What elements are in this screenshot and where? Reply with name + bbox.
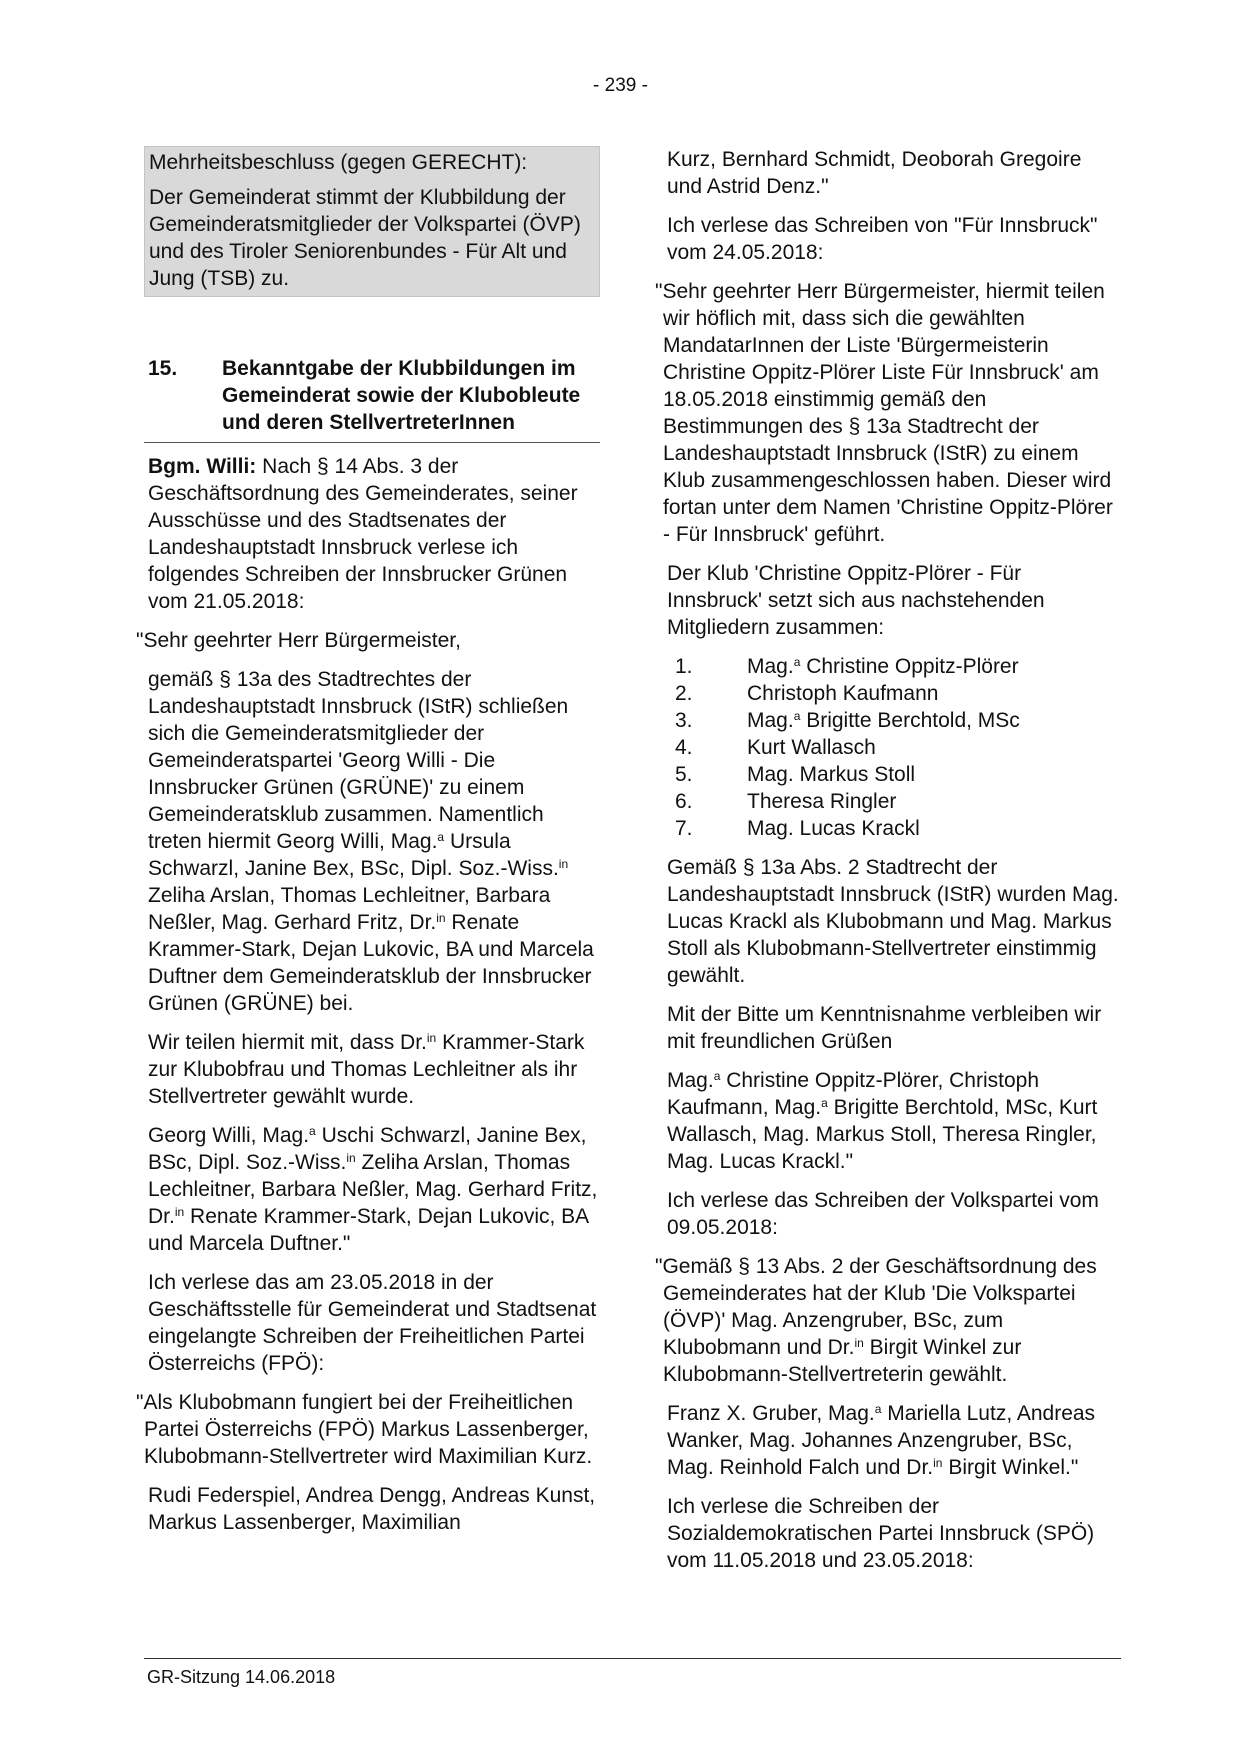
member-list (675, 653, 1121, 842)
superscript: in (346, 1151, 356, 1165)
text-run: gemäß § 13a des Stadtrechtes der Landeshauptstadt Innsbruck (IStR) schließen sich die Gemeinderatsmitglieder der Gemeinderatspartei 'Georg Willi - Die Innsbrucker Grünen (GRÜNE)' zu einem Gemeinderatsklub zusammen. Namentlich treten hiermit Georg Willi, Mag. (148, 668, 569, 853)
superscript: in (174, 1205, 185, 1219)
fpo-intro: Ich verlese das am 23.05.2018 in der Geschäftsstelle für Gemeinderat und Stadtsenat eingelangte Schreiben der Freiheitlichen Partei Österreichs (FPÖ): (148, 1271, 597, 1375)
fpo-signatures-cont: Kurz, Bernhard Schmidt, Deoborah Gregoire und Astrid Denz." (667, 148, 1082, 198)
agenda-number: 15. (148, 357, 178, 380)
list-number: 2. (675, 682, 693, 705)
left-column (136, 146, 600, 1548)
superscript: in (558, 857, 569, 871)
superscript: in (426, 1031, 437, 1045)
fi-letter: "Sehr geehrter Herr Bürgermeister, hiermit teilen wir höflich mit, dass sich die gewählten MandatarInnen der Liste 'Bürgermeisterin Christine Oppitz-Plörer Liste Für Innsbruck' am 18.05.2018 einstimmig gemäß den Bestimmungen des § 13a Stadtrecht der Landeshauptstadt Innsbruck (IStR) zu einem Klub zusammengeschlossen haben. Dieser wird fortan unter dem Namen 'Christine Oppitz-Plörer - Für Innsbruck' geführt. (655, 280, 1113, 546)
superscript: a (793, 709, 801, 723)
list-text: Kurt Wallasch (747, 736, 876, 759)
list-item (675, 707, 1121, 734)
fi-signatures (663, 1067, 1121, 1175)
letter-signatures (144, 1122, 600, 1257)
agenda-title: Bekanntgabe der Klubbildungen im Gemeinderat sowie der Klubobleute und deren StellvertreterInnen (222, 357, 581, 434)
list-item (675, 788, 1121, 815)
list-number: 4. (675, 736, 693, 759)
superscript: a (874, 1402, 882, 1416)
fi-election: Gemäß § 13a Abs. 2 Stadtrecht der Landeshauptstadt Innsbruck (IStR) wurden Mag. Lucas Krackl als Klubobmann und Mag. Markus Stoll als Klubobmann-Stellvertreter einstimmig gewählt. (667, 856, 1119, 987)
text-run: Mag. (747, 709, 794, 732)
text-run: Brigitte Berchtold, MSc (800, 709, 1020, 732)
text-run: Birgit Winkel zur Klubobmann-Stellvertreterin gewählt. (663, 1336, 1022, 1386)
letter-body (144, 666, 600, 1017)
ovp-intro: Ich verlese das Schreiben der Volkspartei vom 09.05.2018: (667, 1189, 1099, 1239)
resolution-text: Der Gemeinderat stimmt der Klubbildung der Gemeinderatsmitglieder der Volkspartei (ÖVP) und des Tiroler Seniorenbundes - Für Alt und Jung (TSB) zu. (149, 186, 581, 290)
text-run: Wir teilen hiermit mit, dass Dr. (148, 1031, 427, 1054)
fi-intro: Ich verlese das Schreiben von "Für Innsbruck" vom 24.05.2018: (667, 214, 1098, 264)
text-run: Franz X. Gruber, Mag. (667, 1402, 875, 1425)
text-run: Brigitte Berchtold, MSc, Kurt Wallasch, Mag. Markus Stoll, Theresa Ringler, Mag. Lucas Krackl." (667, 1096, 1098, 1173)
text-run: Zeliha Arslan, Thomas Lechleitner, Barbara Neßler, Mag. Gerhard Fritz, Dr. (148, 1151, 598, 1228)
list-number: 1. (675, 655, 693, 678)
text-run: Birgit Winkel." (942, 1456, 1079, 1479)
spo-intro: Ich verlese die Schreiben der Sozialdemokratischen Partei Innsbruck (SPÖ) vom 11.05.2018 und 23.05.2018: (667, 1495, 1095, 1572)
resolution-box (144, 146, 600, 297)
agenda-heading (148, 355, 600, 436)
footer-text: GR-Sitzung 14.06.2018 (147, 1667, 336, 1687)
list-item (675, 680, 1121, 707)
superscript: a (821, 1096, 828, 1110)
list-text: Theresa Ringler (747, 790, 897, 813)
list-number: 3. (675, 709, 693, 732)
superscript: a (437, 830, 445, 844)
text-run: Uschi Schwarzl, Janine Bex, BSc, Dipl. Soz.-Wiss. (148, 1124, 587, 1174)
text-run: Mag. (747, 655, 794, 678)
superscript: a (309, 1124, 316, 1138)
text-run: Christine Oppitz-Plörer (800, 655, 1019, 678)
intro-text: Nach § 14 Abs. 3 der Geschäftsordnung des Gemeinderates, seiner Ausschüsse und des Stadtsenates der Landeshauptstadt Innsbruck verlese ich folgendes Schreiben der Innsbrucker Grünen vom 21.05.2018: (148, 455, 578, 613)
list-item (675, 761, 1121, 788)
superscript: in (933, 1456, 943, 1470)
text-run: Renate Krammer-Stark, Dejan Lukovic, BA und Marcela Duftner dem Gemeinderatsklub der Innsbrucker Grünen (GRÜNE) bei. (148, 911, 594, 1015)
text-run: Zeliha Arslan, Thomas Lechleitner, Barbara Neßler, Mag. Gerhard Fritz, Dr. (148, 884, 551, 934)
page-number: - 239 - (593, 75, 648, 96)
text-run: Krammer-Stark zur Klubobfrau und Thomas Lechleitner als ihr Stellvertreter gewählt wurde. (148, 1031, 585, 1108)
text-run: Mariella Lutz, Andreas Wanker, Mag. Johannes Anzengruber, BSc, Mag. Reinhold Falch und Dr. (667, 1402, 1096, 1479)
text-run: "Gemäß § 13 Abs. 2 der Geschäftsordnung des Gemeinderates hat der Klub 'Die Volkspartei (ÖVP)' Mag. Anzengruber, BSc, zum Klubobmann und Dr. (655, 1255, 1097, 1359)
footer-divider (144, 1658, 1121, 1659)
text-run: Georg Willi, Mag. (148, 1124, 310, 1147)
list-text: Mag. Markus Stoll (747, 763, 916, 786)
speaker-paragraph (144, 453, 600, 615)
superscript: in (436, 911, 446, 925)
resolution-title: Mehrheitsbeschluss (gegen GERECHT): (149, 151, 528, 174)
superscript: a (793, 655, 801, 669)
text-run: Renate Krammer-Stark, Dejan Lukovic, BA und Marcela Duftner." (148, 1205, 589, 1255)
heading-divider (144, 442, 600, 443)
ovp-letter (655, 1253, 1121, 1388)
list-item (675, 653, 1121, 680)
text-run: Mag. (667, 1069, 714, 1092)
list-item (675, 734, 1121, 761)
text-run: Ursula Schwarzl, Janine Bex, BSc, Dipl. Soz.-Wiss. (148, 830, 559, 880)
text-run: Christine Oppitz-Plörer, Christoph Kaufmann, Mag. (667, 1069, 1039, 1119)
list-text (747, 653, 1019, 680)
superscript: a (713, 1069, 721, 1083)
list-item (675, 815, 1121, 842)
list-text (747, 707, 1020, 734)
list-text: Christoph Kaufmann (747, 682, 939, 705)
right-column (655, 146, 1121, 1586)
fpo-signatures: Rudi Federspiel, Andrea Dengg, Andreas Kunst, Markus Lassenberger, Maximilian (148, 1484, 596, 1534)
letter-salutation: "Sehr geehrter Herr Bürgermeister, (136, 629, 461, 652)
list-number: 6. (675, 790, 693, 813)
list-number: 7. (675, 817, 693, 840)
superscript: in (854, 1336, 864, 1350)
speaker-name: Bgm. Willi: (148, 455, 257, 478)
fpo-letter: "Als Klubobmann fungiert bei der Freiheitlichen Partei Österreichs (FPÖ) Markus Lassenberger, Klubobmann-Stellvertreter wird Maximilian Kurz. (136, 1391, 593, 1468)
letter-paragraph (144, 1029, 600, 1110)
list-number: 5. (675, 763, 693, 786)
ovp-signatures (663, 1400, 1121, 1481)
list-text: Mag. Lucas Krackl (747, 817, 920, 840)
fi-members-intro: Der Klub 'Christine Oppitz-Plörer - Für Innsbruck' setzt sich aus nachstehenden Mitgliedern zusammen: (667, 562, 1045, 639)
fi-closing: Mit der Bitte um Kenntnisnahme verbleiben wir mit freundlichen Grüßen (667, 1003, 1102, 1053)
